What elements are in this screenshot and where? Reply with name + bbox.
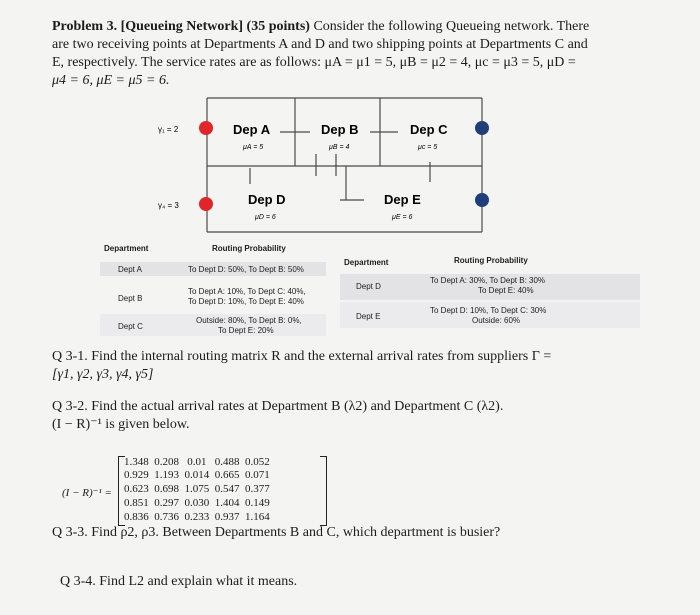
problem-line2: are two receiving points at Departments A and D and two shipping points at Departments C and — [52, 37, 588, 52]
problem-heading: Problem 3. [Queueing Network] (35 points) — [52, 19, 310, 34]
problem-line4: μ4 = 6, μE = μ5 = 6. — [52, 73, 170, 88]
dep-d-rate: μD = 6 — [255, 214, 276, 221]
dep-c-rate: μc = 5 — [418, 144, 438, 151]
question-3-4: Q 3-4. Find L2 and explain what it means. — [60, 574, 298, 589]
problem-line3: E, respectively. The service rates are as follows: μA = μ1 = 5, μB = μ2 = 4, μc = μ3 = 5, μD = — [52, 55, 576, 70]
right-row-e-prob1: To Dept D: 10%, To Dept C: 30% — [430, 306, 547, 315]
dep-e-rate: μE = 6 — [392, 214, 413, 221]
right-row-d-prob1: To Dept A: 30%, To Dept B: 30% — [430, 276, 546, 285]
matrix-right-bracket — [320, 456, 327, 526]
matrix-label: (I − R)⁻¹ = — [62, 487, 112, 499]
left-row-b-prob1: To Dept A: 10%, To Dept C: 40%, — [188, 287, 306, 296]
dep-d-name: Dep D — [248, 192, 286, 207]
right-row-d-dept: Dept D — [356, 282, 381, 291]
source-d-dot — [199, 197, 213, 211]
matrix-row-1: 1.348 0.208 0.01 0.488 0.052 — [124, 456, 270, 468]
matrix-row-3: 0.623 0.698 1.075 0.547 0.377 — [124, 483, 270, 495]
problem-statement — [52, 18, 642, 90]
dep-c-name: Dep C — [410, 122, 448, 137]
dep-b-rate: μB = 4 — [329, 144, 350, 151]
left-row-a-dept: Dept A — [118, 265, 143, 274]
matrix-row-4: 0.851 0.297 0.030 1.404 0.149 — [124, 497, 270, 509]
right-row-e-dept: Dept E — [356, 312, 381, 321]
question-3-2 — [52, 398, 642, 434]
queueing-network-diagram — [140, 96, 510, 234]
question-3-1 — [52, 348, 642, 384]
matrix-row-5: 0.836 0.736 0.233 0.937 1.164 — [124, 511, 270, 523]
matrix-row-2: 0.929 1.193 0.014 0.665 0.071 — [124, 469, 270, 481]
right-col-department: Department — [344, 258, 389, 267]
dep-e-name: Dep E — [384, 192, 421, 207]
q2-line1: Q 3-2. Find the actual arrival rates at Department B (λ2) and Department C (λ2). — [52, 399, 504, 414]
source-a-dot — [199, 121, 213, 135]
dep-b-name: Dep B — [321, 122, 359, 137]
left-row-b-dept: Dept B — [118, 294, 143, 303]
dep-a-name: Dep A — [233, 122, 271, 137]
left-row-c-dept: Dept C — [118, 322, 143, 331]
diagram-lines — [207, 98, 482, 232]
gamma4-label: γ₄ = 3 — [158, 201, 179, 210]
question-3-3: Q 3-3. Find ρ2, ρ3. Between Departments B and C, which department is busier? — [52, 525, 501, 540]
left-col-department: Department — [104, 244, 149, 253]
left-col-routing: Routing Probability — [212, 244, 286, 253]
q2-line2: (I − R)⁻¹ is given below. — [52, 417, 190, 432]
right-row-e-prob2: Outside: 60% — [472, 316, 521, 325]
left-row-c-prob1: Outside: 80%, To Dept B: 0%, — [196, 316, 302, 325]
q1-line2: [γ1, γ2, γ3, γ4, γ5] — [52, 367, 154, 382]
inverse-matrix — [62, 456, 362, 528]
left-row-a-prob: To Dept D: 50%, To Dept B: 50% — [188, 265, 304, 274]
sink-e-dot — [475, 193, 489, 207]
q1-line1: Q 3-1. Find the internal routing matrix R and the external arrival rates from suppliers Γ = — [52, 349, 552, 364]
gamma1-label: γ₁ = 2 — [158, 125, 179, 134]
right-col-routing: Routing Probability — [454, 256, 528, 265]
left-row-b-prob2: To Dept D: 10%, To Dept E: 40% — [188, 297, 304, 306]
problem-line1: Consider the following Queueing network. There — [309, 19, 590, 34]
sink-c-dot — [475, 121, 489, 135]
right-row-d-prob2: To Dept E: 40% — [478, 286, 534, 295]
routing-tables — [100, 238, 640, 338]
dep-a-rate: μA = 5 — [243, 144, 264, 151]
left-row-c-prob2: To Dept E: 20% — [218, 326, 274, 335]
